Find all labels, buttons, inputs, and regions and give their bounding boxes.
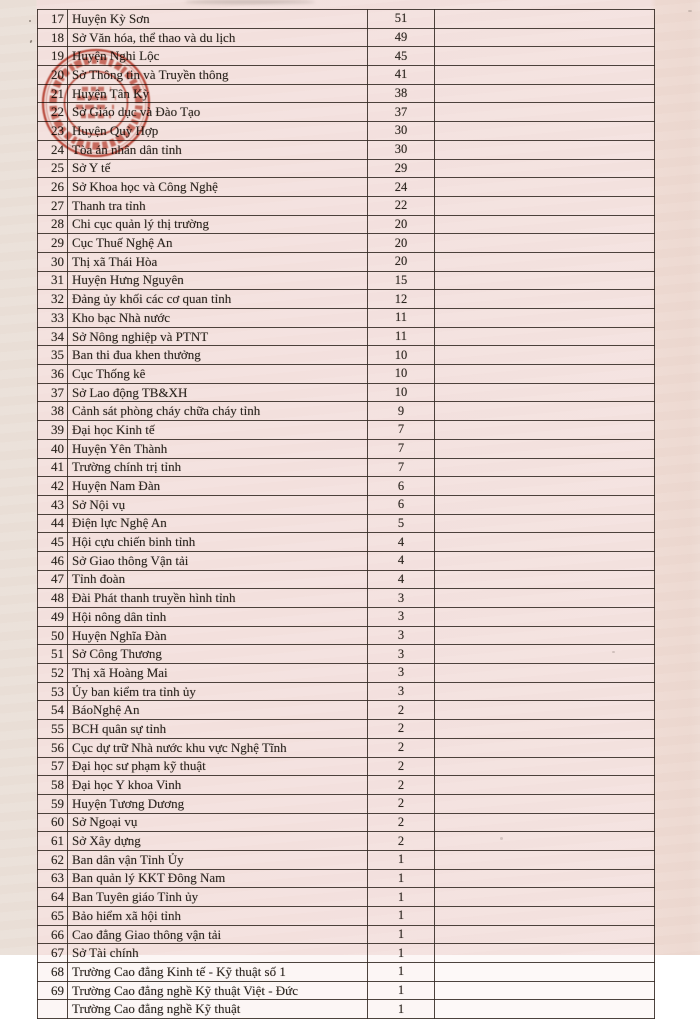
org-name-cell: Huyện Kỳ Sơn <box>68 10 368 29</box>
org-name-cell: Thị xã Thái Hòa <box>68 252 368 271</box>
org-name-cell: Kho bạc Nhà nước <box>68 309 368 328</box>
table-row <box>38 47 655 66</box>
table-row <box>38 383 655 402</box>
note-cell <box>435 252 655 271</box>
table-row <box>38 159 655 178</box>
note-cell <box>435 776 655 795</box>
organization-ranking-table <box>37 9 655 1019</box>
row-number-cell: 45 <box>38 533 68 552</box>
row-number-cell: 34 <box>38 327 68 346</box>
row-number-cell: 25 <box>38 159 68 178</box>
table-row <box>38 981 655 1000</box>
note-cell <box>435 794 655 813</box>
note-cell <box>435 645 655 664</box>
org-name-cell: Ban quản lý KKT Đông Nam <box>68 869 368 888</box>
count-cell: 12 <box>368 290 435 309</box>
count-cell: 6 <box>368 495 435 514</box>
org-name-cell: Thị xã Hoàng Mai <box>68 664 368 683</box>
row-number-cell: 53 <box>38 682 68 701</box>
table-row <box>38 140 655 159</box>
table-row <box>38 645 655 664</box>
note-cell <box>435 66 655 85</box>
row-number-cell: 37 <box>38 383 68 402</box>
row-number-cell: 41 <box>38 458 68 477</box>
note-cell <box>435 832 655 851</box>
table-row <box>38 421 655 440</box>
note-cell <box>435 215 655 234</box>
org-name-cell: BCH quân sự tỉnh <box>68 720 368 739</box>
table-row <box>38 252 655 271</box>
org-name-cell: Ban dân vận Tỉnh Ủy <box>68 850 368 869</box>
count-cell: 5 <box>368 514 435 533</box>
note-cell <box>435 551 655 570</box>
org-name-cell: Trường chính trị tỉnh <box>68 458 368 477</box>
row-number-cell: 39 <box>38 421 68 440</box>
org-name-cell: Sở Y tế <box>68 159 368 178</box>
count-cell: 1 <box>368 1000 435 1019</box>
note-cell <box>435 140 655 159</box>
table-row-partial <box>38 1000 655 1019</box>
row-number-cell: 61 <box>38 832 68 851</box>
note-cell <box>435 365 655 384</box>
count-cell: 49 <box>368 28 435 47</box>
row-number-cell: 57 <box>38 757 68 776</box>
note-cell <box>435 850 655 869</box>
org-name-cell: Cao đẳng Giao thông vận tải <box>68 925 368 944</box>
org-name-cell: Hội cựu chiến binh tỉnh <box>68 533 368 552</box>
table-row <box>38 290 655 309</box>
row-number-cell: 69 <box>38 981 68 1000</box>
note-cell <box>435 178 655 197</box>
row-number-cell: 29 <box>38 234 68 253</box>
org-name-cell: Sở Công Thương <box>68 645 368 664</box>
note-cell <box>435 533 655 552</box>
note-cell <box>435 757 655 776</box>
count-cell: 1 <box>368 850 435 869</box>
table-row <box>38 10 655 29</box>
note-cell <box>435 981 655 1000</box>
table-row <box>38 776 655 795</box>
row-number-cell: 44 <box>38 514 68 533</box>
row-number-cell: 20 <box>38 66 68 85</box>
org-name-cell: Ban Tuyên giáo Tỉnh ủy <box>68 888 368 907</box>
org-name-cell: Sở Ngoại vụ <box>68 813 368 832</box>
count-cell: 20 <box>368 252 435 271</box>
org-name-cell: Huyện Nghĩa Đàn <box>68 626 368 645</box>
org-name-cell: Ủy ban kiểm tra tỉnh ủy <box>68 682 368 701</box>
count-cell: 30 <box>368 140 435 159</box>
table-row <box>38 439 655 458</box>
table-row <box>38 309 655 328</box>
count-cell: 1 <box>368 888 435 907</box>
row-number-cell: 60 <box>38 813 68 832</box>
table-row <box>38 608 655 627</box>
org-name-cell: Thanh tra tỉnh <box>68 196 368 215</box>
org-name-cell: Trường Cao đẳng nghề Kỹ thuật Việt - Đức <box>68 981 368 1000</box>
count-cell: 2 <box>368 832 435 851</box>
org-name-cell: Sở Nội vụ <box>68 495 368 514</box>
row-number-cell: 63 <box>38 869 68 888</box>
note-cell <box>435 271 655 290</box>
table-row <box>38 794 655 813</box>
table-row <box>38 495 655 514</box>
note-cell <box>435 458 655 477</box>
table-row <box>38 720 655 739</box>
org-name-cell: Cảnh sát phòng cháy chữa cháy tỉnh <box>68 402 368 421</box>
count-cell: 7 <box>368 421 435 440</box>
count-cell: 2 <box>368 757 435 776</box>
org-name-cell: Chi cục quản lý thị trường <box>68 215 368 234</box>
note-cell <box>435 570 655 589</box>
row-number-cell: 46 <box>38 551 68 570</box>
row-number-cell: 66 <box>38 925 68 944</box>
row-number-cell: 33 <box>38 309 68 328</box>
table-row <box>38 944 655 963</box>
table-row <box>38 869 655 888</box>
org-name-cell: Tòa án nhân dân tỉnh <box>68 140 368 159</box>
note-cell <box>435 682 655 701</box>
note-cell <box>435 701 655 720</box>
table-row <box>38 589 655 608</box>
count-cell: 1 <box>368 981 435 1000</box>
table-row <box>38 551 655 570</box>
org-name-cell: Đại học Kinh tế <box>68 421 368 440</box>
org-name-cell: Cục Thống kê <box>68 365 368 384</box>
note-cell <box>435 925 655 944</box>
note-cell <box>435 664 655 683</box>
note-cell <box>435 495 655 514</box>
org-name-cell: Sở Khoa học và Công Nghệ <box>68 178 368 197</box>
org-name-cell: Đại học Y khoa Vinh <box>68 776 368 795</box>
scan-smudge-mark <box>185 0 315 4</box>
count-cell: 7 <box>368 439 435 458</box>
org-name-cell: Cục Thuế Nghệ An <box>68 234 368 253</box>
count-cell: 3 <box>368 589 435 608</box>
org-name-cell: Trường Cao đẳng nghề Kỹ thuật <box>68 1000 368 1019</box>
table-row <box>38 28 655 47</box>
note-cell <box>435 589 655 608</box>
note-cell <box>435 309 655 328</box>
note-cell <box>435 869 655 888</box>
count-cell: 24 <box>368 178 435 197</box>
note-cell <box>435 383 655 402</box>
table-row <box>38 66 655 85</box>
row-number-cell: 30 <box>38 252 68 271</box>
row-number-cell: 50 <box>38 626 68 645</box>
table-row <box>38 327 655 346</box>
count-cell: 10 <box>368 346 435 365</box>
count-cell: 4 <box>368 533 435 552</box>
row-number-cell: 38 <box>38 402 68 421</box>
count-cell: 10 <box>368 383 435 402</box>
row-number-cell <box>38 1000 68 1019</box>
count-cell: 2 <box>368 813 435 832</box>
count-cell: 3 <box>368 626 435 645</box>
table-row <box>38 888 655 907</box>
count-cell: 2 <box>368 776 435 795</box>
table-row <box>38 402 655 421</box>
table-row <box>38 850 655 869</box>
org-name-cell: Trường Cao đẳng Kinh tế - Kỹ thuật số 1 <box>68 963 368 982</box>
note-cell <box>435 907 655 926</box>
note-cell <box>435 159 655 178</box>
count-cell: 45 <box>368 47 435 66</box>
table-row <box>38 738 655 757</box>
note-cell <box>435 1000 655 1019</box>
count-cell: 1 <box>368 925 435 944</box>
scan-speck <box>29 40 32 44</box>
note-cell <box>435 626 655 645</box>
row-number-cell: 40 <box>38 439 68 458</box>
note-cell <box>435 122 655 141</box>
org-name-cell: Huyện Nam Đàn <box>68 477 368 496</box>
row-number-cell: 26 <box>38 178 68 197</box>
row-number-cell: 49 <box>38 608 68 627</box>
count-cell: 20 <box>368 215 435 234</box>
org-name-cell: Điện lực Nghệ An <box>68 514 368 533</box>
note-cell <box>435 888 655 907</box>
count-cell: 1 <box>368 869 435 888</box>
org-name-cell: Sở Tài chính <box>68 944 368 963</box>
count-cell: 6 <box>368 477 435 496</box>
org-name-cell: Sở Văn hóa, thể thao và du lịch <box>68 28 368 47</box>
org-name-cell: Ban thi đua khen thưởng <box>68 346 368 365</box>
org-name-cell: Huyện Quỳ Hợp <box>68 122 368 141</box>
table-row <box>38 963 655 982</box>
count-cell: 41 <box>368 66 435 85</box>
org-name-cell: Sở Nông nghiệp và PTNT <box>68 327 368 346</box>
count-cell: 2 <box>368 701 435 720</box>
org-name-cell: Hội nông dân tỉnh <box>68 608 368 627</box>
table-row <box>38 626 655 645</box>
scan-speck <box>29 20 31 22</box>
org-name-cell: Tỉnh đoàn <box>68 570 368 589</box>
table-row <box>38 196 655 215</box>
note-cell <box>435 514 655 533</box>
table-row <box>38 122 655 141</box>
row-number-cell: 48 <box>38 589 68 608</box>
table-row <box>38 664 655 683</box>
count-cell: 22 <box>368 196 435 215</box>
row-number-cell: 18 <box>38 28 68 47</box>
row-number-cell: 68 <box>38 963 68 982</box>
note-cell <box>435 963 655 982</box>
row-number-cell: 35 <box>38 346 68 365</box>
table-row <box>38 533 655 552</box>
org-name-cell: Bảo hiểm xã hội tỉnh <box>68 907 368 926</box>
count-cell: 4 <box>368 570 435 589</box>
table-row <box>38 178 655 197</box>
org-name-cell: Huyện Yên Thành <box>68 439 368 458</box>
note-cell <box>435 944 655 963</box>
count-cell: 38 <box>368 84 435 103</box>
row-number-cell: 58 <box>38 776 68 795</box>
org-name-cell: Đại học sư phạm kỹ thuật <box>68 757 368 776</box>
row-number-cell: 24 <box>38 140 68 159</box>
note-cell <box>435 439 655 458</box>
org-name-cell: Huyện Tương Dương <box>68 794 368 813</box>
row-number-cell: 36 <box>38 365 68 384</box>
count-cell: 51 <box>368 10 435 29</box>
row-number-cell: 42 <box>38 477 68 496</box>
table-row <box>38 925 655 944</box>
table-row <box>38 234 655 253</box>
table-row <box>38 271 655 290</box>
org-name-cell: Sở Xây dựng <box>68 832 368 851</box>
table-row <box>38 907 655 926</box>
count-cell: 11 <box>368 309 435 328</box>
count-cell: 4 <box>368 551 435 570</box>
count-cell: 2 <box>368 720 435 739</box>
count-cell: 1 <box>368 907 435 926</box>
row-number-cell: 62 <box>38 850 68 869</box>
org-name-cell: Đảng ủy khối các cơ quan tỉnh <box>68 290 368 309</box>
count-cell: 3 <box>368 645 435 664</box>
row-number-cell: 17 <box>38 10 68 29</box>
count-cell: 30 <box>368 122 435 141</box>
table-row <box>38 757 655 776</box>
note-cell <box>435 813 655 832</box>
count-cell: 2 <box>368 794 435 813</box>
note-cell <box>435 290 655 309</box>
count-cell: 2 <box>368 738 435 757</box>
org-name-cell: Huyện Nghi Lộc <box>68 47 368 66</box>
note-cell <box>435 234 655 253</box>
row-number-cell: 64 <box>38 888 68 907</box>
row-number-cell: 65 <box>38 907 68 926</box>
table-row <box>38 514 655 533</box>
table-row <box>38 682 655 701</box>
note-cell <box>435 103 655 122</box>
row-number-cell: 28 <box>38 215 68 234</box>
row-number-cell: 43 <box>38 495 68 514</box>
table-row <box>38 215 655 234</box>
count-cell: 3 <box>368 608 435 627</box>
scan-speck <box>688 10 692 12</box>
table-row <box>38 103 655 122</box>
row-number-cell: 51 <box>38 645 68 664</box>
count-cell: 9 <box>368 402 435 421</box>
table-row <box>38 84 655 103</box>
row-number-cell: 21 <box>38 84 68 103</box>
count-cell: 7 <box>368 458 435 477</box>
org-name-cell: Sở Giáo dục và Đào Tạo <box>68 103 368 122</box>
count-cell: 20 <box>368 234 435 253</box>
count-cell: 37 <box>368 103 435 122</box>
table-row <box>38 346 655 365</box>
org-name-cell: Cục dự trữ Nhà nước khu vực Nghệ Tĩnh <box>68 738 368 757</box>
count-cell: 29 <box>368 159 435 178</box>
row-number-cell: 52 <box>38 664 68 683</box>
row-number-cell: 59 <box>38 794 68 813</box>
count-cell: 3 <box>368 664 435 683</box>
row-number-cell: 55 <box>38 720 68 739</box>
count-cell: 15 <box>368 271 435 290</box>
org-name-cell: Huyện Tân Kỳ <box>68 84 368 103</box>
note-cell <box>435 327 655 346</box>
table-row <box>38 832 655 851</box>
count-cell: 10 <box>368 365 435 384</box>
row-number-cell: 31 <box>38 271 68 290</box>
org-name-cell: Sở Thông tin và Truyền thông <box>68 66 368 85</box>
org-name-cell: Sở Giao thông Vận tải <box>68 551 368 570</box>
count-cell: 11 <box>368 327 435 346</box>
note-cell <box>435 421 655 440</box>
org-name-cell: Đài Phát thanh truyền hình tỉnh <box>68 589 368 608</box>
count-cell: 1 <box>368 944 435 963</box>
note-cell <box>435 738 655 757</box>
row-number-cell: 54 <box>38 701 68 720</box>
note-cell <box>435 47 655 66</box>
table-row <box>38 458 655 477</box>
note-cell <box>435 196 655 215</box>
org-name-cell: Sở Lao động TB&XH <box>68 383 368 402</box>
count-cell: 1 <box>368 963 435 982</box>
row-number-cell: 32 <box>38 290 68 309</box>
note-cell <box>435 477 655 496</box>
row-number-cell: 67 <box>38 944 68 963</box>
table-row <box>38 477 655 496</box>
row-number-cell: 23 <box>38 122 68 141</box>
note-cell <box>435 720 655 739</box>
org-name-cell: BáoNghệ An <box>68 701 368 720</box>
note-cell <box>435 10 655 29</box>
note-cell <box>435 346 655 365</box>
org-name-cell: Huyện Hưng Nguyên <box>68 271 368 290</box>
row-number-cell: 47 <box>38 570 68 589</box>
table-row <box>38 813 655 832</box>
table-row <box>38 365 655 384</box>
row-number-cell: 27 <box>38 196 68 215</box>
row-number-cell: 22 <box>38 103 68 122</box>
note-cell <box>435 402 655 421</box>
row-number-cell: 56 <box>38 738 68 757</box>
table-row <box>38 570 655 589</box>
count-cell: 3 <box>368 682 435 701</box>
note-cell <box>435 28 655 47</box>
row-number-cell: 19 <box>38 47 68 66</box>
table-row <box>38 701 655 720</box>
note-cell <box>435 608 655 627</box>
note-cell <box>435 84 655 103</box>
